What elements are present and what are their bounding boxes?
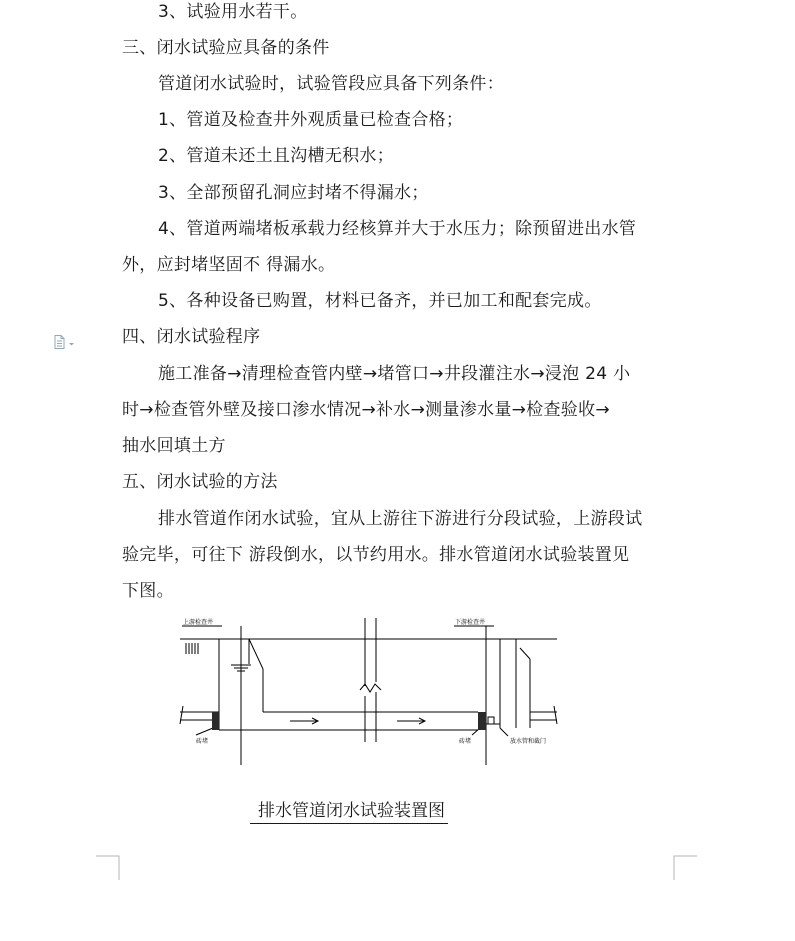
- plug-label-right: 砖堵: [459, 738, 472, 745]
- text-line: 验完毕，可往下 游段倒水，以节约用水。排水管道闭水试验装置见: [122, 545, 630, 565]
- figure-caption: 排水管道闭水试验装置图: [250, 800, 448, 824]
- section-heading: 三、闭水试验应具备的条件: [122, 38, 330, 58]
- paragraph-format-icon[interactable]: [54, 334, 78, 348]
- text-line: 管道闭水试验时，试验管段应具备下列条件：: [158, 74, 504, 94]
- closed-water-test-diagram: [170, 612, 570, 772]
- upstream-well-label: 上游检查井: [183, 619, 214, 626]
- text-line: 外，应封堵坚固不 得漏水。: [122, 255, 336, 275]
- page-corner-mark-right: [672, 855, 698, 881]
- page-corner-mark-left: [96, 855, 122, 881]
- brick-plug-right: [478, 712, 486, 730]
- text-line: 抽水回填土方: [122, 436, 226, 456]
- drain-pipe-label: 放水管和截门: [510, 738, 547, 745]
- list-item: 2、管道未还土且沟槽无积水；: [158, 146, 395, 166]
- text-line: 3、试验用水若干。: [158, 2, 308, 22]
- text-line: 时→检查管外壁及接口渗水情况→补水→测量渗水量→检查验收→: [122, 400, 610, 420]
- section-heading: 四、闭水试验程序: [122, 327, 261, 347]
- list-item: 3、全部预留孔洞应封堵不得漏水；: [158, 183, 429, 203]
- text-line: 排水管道作闭水试验，宜从上游往下游进行分段试验，上游段试: [158, 509, 643, 529]
- downstream-well-label: 下游检查井: [455, 619, 486, 626]
- text-line: 施工准备→清理检查管内壁→堵管口→井段灌注水→浸泡 24 小: [158, 364, 631, 384]
- text-line: 下图。: [122, 581, 174, 601]
- plug-label-left: 砖堵: [196, 738, 209, 745]
- brick-plug-left: [212, 712, 219, 730]
- list-item: 5、各种设备已购置，材料已备齐，并已加工和配套完成。: [158, 291, 602, 311]
- section-heading: 五、闭水试验的方法: [122, 472, 278, 492]
- list-item: 1、管道及检查井外观质量已检查合格；: [158, 110, 464, 130]
- list-item: 4、管道两端堵板承载力经核算并大于水压力；除预留进出水管: [158, 219, 637, 239]
